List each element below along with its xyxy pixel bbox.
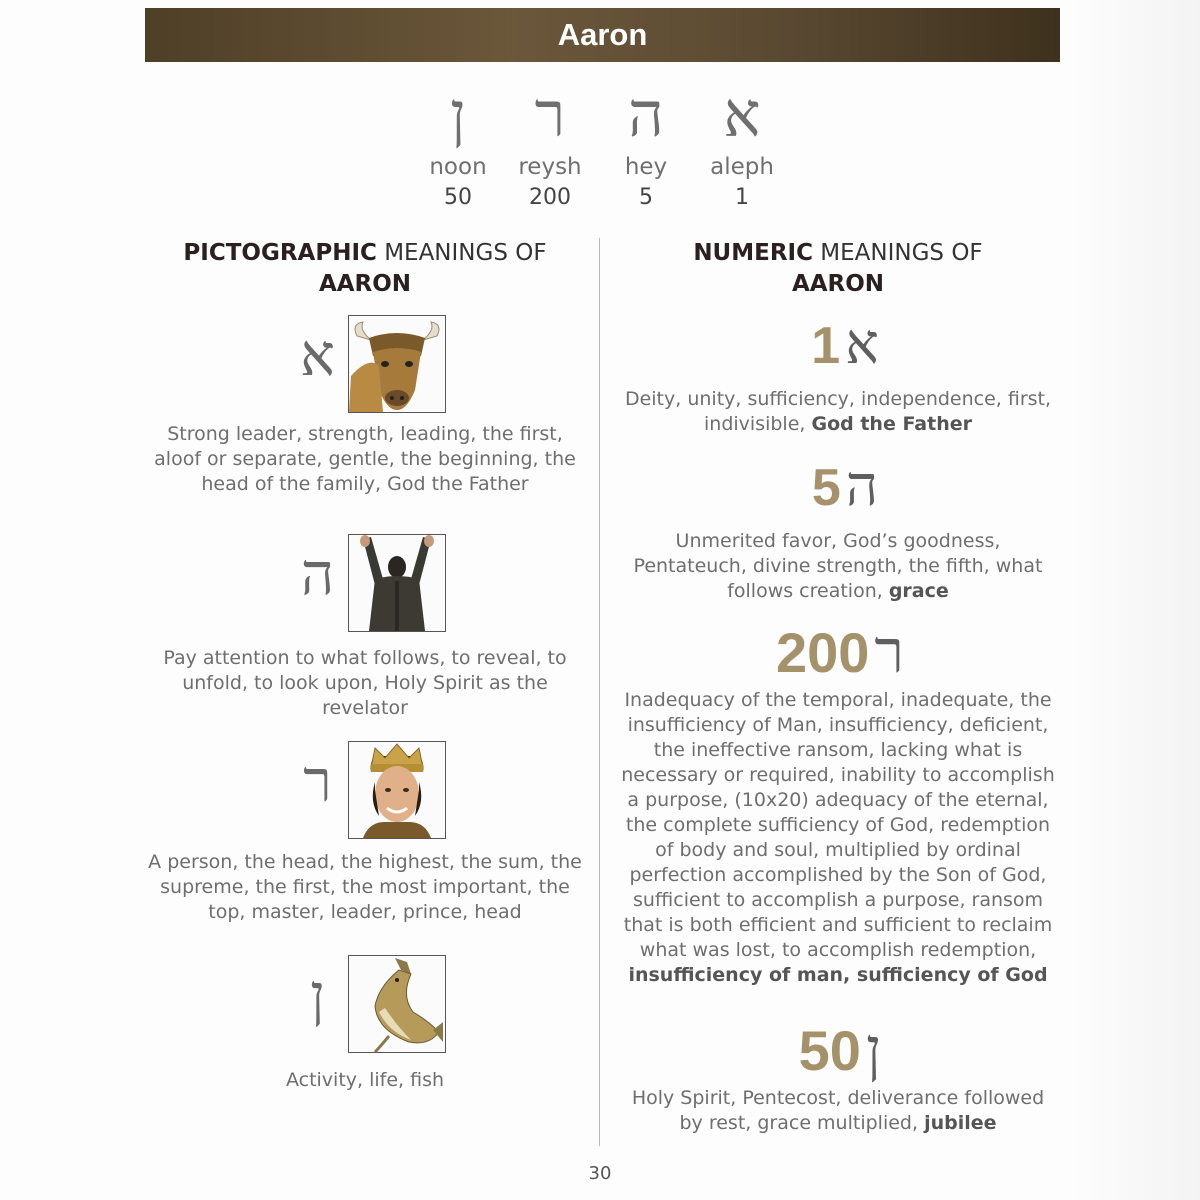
pict-glyph: א	[300, 321, 335, 389]
heading-rest: MEANINGS OF	[376, 240, 547, 266]
numeric-head-hey	[618, 452, 1058, 535]
letter-glyph: ן	[450, 78, 466, 151]
numeric-keyword: jubilee	[924, 1112, 997, 1134]
fish-icon	[348, 955, 446, 1053]
page-title-bar	[145, 8, 1060, 62]
letter-reysh	[500, 80, 600, 214]
heading-rest: MEANINGS OF	[812, 240, 983, 266]
numeric-text: Unmerited favor, God’s goodness, Pentateuch, divine strength, the fifth, what follows creation,	[633, 530, 1043, 602]
letter-noon	[408, 80, 508, 214]
numeric-value: 1	[811, 317, 841, 375]
numeric-desc-aleph	[618, 387, 1058, 437]
numeric-heading	[618, 238, 1058, 300]
letter-name: hey	[624, 154, 668, 180]
pict-glyph: ה	[300, 540, 335, 608]
heading-bold: NUMERIC	[693, 240, 813, 266]
pict-desc-reysh: A person, the head, the highest, the sum, the supreme, the first, the most important, the top, master, leader, prince, head	[148, 851, 582, 923]
pict-row-reysh	[290, 741, 450, 841]
hebrew-letters-row	[408, 80, 798, 215]
pictographic-heading	[150, 238, 580, 300]
letter-glyph: ה	[628, 78, 664, 151]
numeric-desc-hey	[618, 529, 1058, 604]
numeric-glyph: ה	[845, 454, 879, 519]
heading-name: AARON	[318, 271, 412, 297]
pict-desc-hey: Pay attention to what follows, to reveal, to unfold, to look upon, Holy Spirit as the revelator	[163, 647, 567, 719]
letter-name: reysh	[518, 154, 582, 180]
letter-value: 200	[529, 185, 571, 210]
letter-value: 5	[639, 185, 653, 210]
letter-hey	[596, 80, 696, 214]
letter-name: noon	[429, 154, 487, 180]
numeric-text: Holy Spirit, Pentecost, deliverance followed by rest, grace multiplied,	[631, 1087, 1045, 1134]
numeric-glyph: ן	[866, 1015, 882, 1085]
letter-glyph: א	[723, 78, 761, 151]
letter-name: aleph	[710, 154, 774, 180]
heading-name: AARON	[791, 271, 885, 297]
numeric-text: Deity, unity, sufficiency, independence, first, indivisible,	[624, 388, 1052, 435]
page-edge-shadow	[1070, 0, 1200, 1200]
pict-row-aleph	[290, 315, 450, 415]
letter-value: 1	[735, 185, 749, 210]
letter-aleph	[692, 80, 792, 214]
numeric-keyword: grace	[888, 580, 949, 602]
letter-glyph: ר	[534, 78, 566, 151]
numeric-value: 5	[811, 459, 841, 517]
numeric-glyph: א	[845, 312, 879, 377]
pict-desc-noon: Activity, life, fish	[285, 1069, 445, 1091]
man-arms-raised-icon	[348, 534, 446, 632]
pict-glyph: ן	[310, 961, 325, 1029]
pict-row-noon	[290, 955, 450, 1055]
ox-head-icon	[348, 315, 446, 413]
numeric-glyph: ר	[874, 617, 904, 687]
numeric-keyword: insufficiency of man, sufficiency of God	[628, 964, 1048, 986]
letter-value: 50	[444, 185, 472, 210]
numeric-value: 50	[798, 1019, 861, 1082]
pict-row-hey	[290, 534, 450, 634]
numeric-head-aleph	[618, 310, 1058, 393]
crowned-head-icon	[348, 741, 446, 839]
page-number: 30	[588, 1163, 612, 1184]
pict-desc-aleph: Strong leader, strength, leading, the first, aloof or separate, gentle, the beginning, the head of the family, God the Father	[154, 423, 576, 495]
numeric-desc-reysh	[618, 688, 1058, 988]
pict-glyph: ר	[303, 747, 332, 815]
heading-bold: PICTOGRAPHIC	[183, 240, 377, 266]
numeric-desc-noon	[618, 1086, 1058, 1136]
numeric-text: Inadequacy of the temporal, inadequate, the insufficiency of Man, insufficiency, deficient, the ineffective ransom, lacking what is necessary or required, inability to accomplish a purpose, (10x20) adequacy of the eternal, the complete sufficiency of God, redemption of body and soul, multiplied by ordinal perfection accomplished by the Son of God, sufficient to accomplish a purpose, ransom that is both efficient and sufficient to reclaim what was lost, to accomplish redemption,	[621, 689, 1055, 961]
column-divider	[599, 238, 600, 1146]
page-title: Aaron	[557, 17, 648, 52]
numeric-keyword: God the Father	[811, 413, 972, 435]
numeric-value: 200	[775, 621, 870, 684]
